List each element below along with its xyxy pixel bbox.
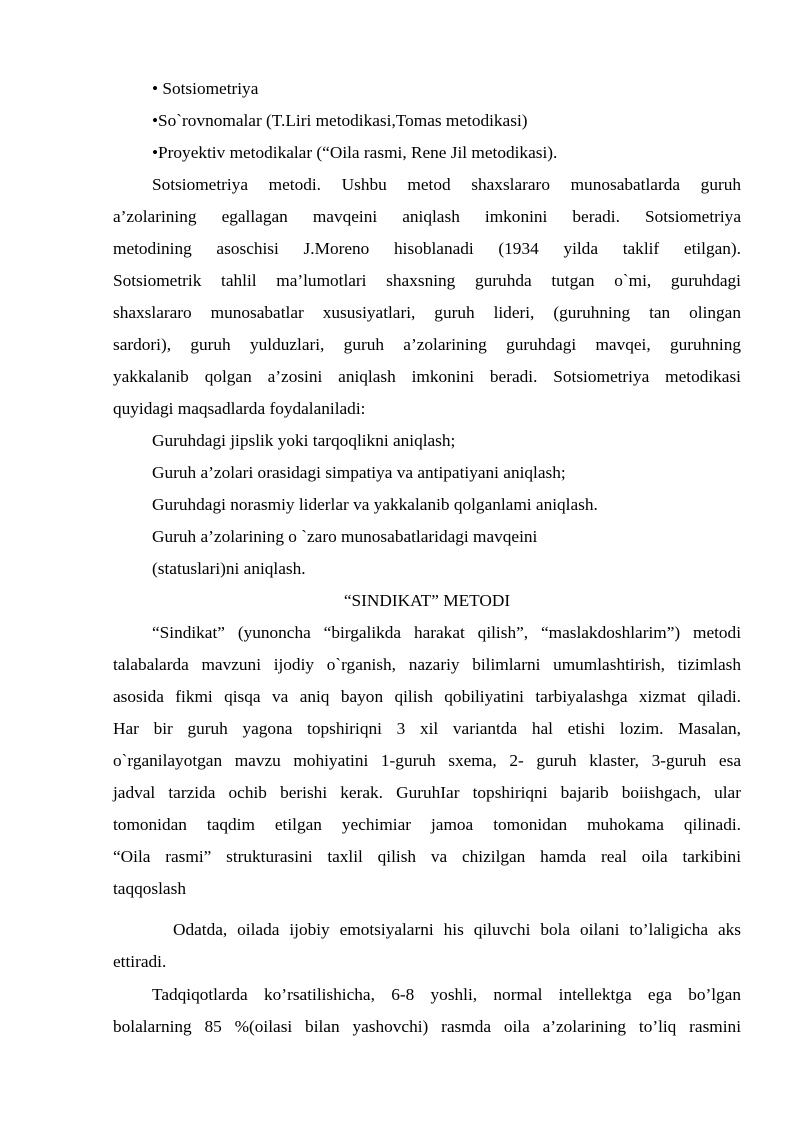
paragraph-line: Sotsiometriya metodi. Ushbu metod shaxslararo munosabatlarda guruh: [152, 175, 741, 194]
goal-item: Guruh a’zolari orasidagi simpatiya va antipatiyani aniqlash;: [152, 463, 566, 482]
section-heading: “SINDIKAT” METODI: [343, 591, 511, 610]
paragraph-line: “Oila rasmi” strukturasini taxlil qilish va chizilgan hamda real oila tarkibini: [113, 847, 741, 866]
paragraph-line: Tadqiqotlarda ko’rsatilishicha, 6-8 yoshli, normal intellektga ega bo’lgan: [152, 985, 741, 1004]
list-item: •Proyektiv metodikalar (“Oila rasmi, Rene Jil metodikasi).: [152, 143, 558, 162]
paragraph-line: a’zolarining egallagan mavqeini aniqlash imkonini beradi. Sotsiometriya: [113, 207, 741, 226]
paragraph-line: jadval tarzida ochib berishi kerak. GuruhIar topshiriqni bajarib boiishgach, ular: [113, 783, 741, 802]
list-item: •So`rovnomalar (T.Liri metodikasi,Tomas metodikasi): [152, 111, 528, 130]
paragraph-line: tomonidan taqdim etilgan yechimiar jamoa tomonidan muhokama qilinadi.: [113, 815, 741, 834]
goal-item: Guruh a’zolarining o `zaro munosabatlaridagi mavqeini: [152, 527, 538, 546]
paragraph-line: Sotsiometrik tahlil ma’lumotlari shaxsning guruhda tutgan o`mi, guruhdagi: [113, 271, 741, 290]
paragraph-line: quyidagi maqsadlarda foydalaniladi:: [113, 399, 366, 418]
list-item: • Sotsiometriya: [152, 79, 259, 98]
goal-item: Guruhdagi norasmiy liderlar va yakkalanib qolganlami aniqlash.: [152, 495, 598, 514]
paragraph-line: Har bir guruh yagona topshiriqni 3 xil variantda hal etishi lozim. Masalan,: [113, 719, 741, 738]
paragraph-line: talabalarda mavzuni ijodiy o`rganish, nazariy bilimlarni umumlashtirish, tizimlash: [113, 655, 741, 674]
goal-item: (statuslari)ni aniqlash.: [152, 559, 306, 578]
paragraph-line: Odatda, oilada ijobiy emotsiyalarni his qiluvchi bola oilani to’laligicha aks: [173, 920, 741, 939]
paragraph-line: ettiradi.: [113, 952, 167, 971]
paragraph-line: o`rganilayotgan mavzu mohiyatini 1-guruh sxema, 2- guruh klaster, 3-guruh esa: [113, 751, 741, 770]
paragraph-line: taqqoslash: [113, 879, 186, 898]
paragraph-line: asosida fikmi qisqa va aniq bayon qilish qobiliyatini tarbiyalashga xizmat qiladi.: [113, 687, 741, 706]
goal-item: Guruhdagi jipslik yoki tarqoqlikni aniqlash;: [152, 431, 456, 450]
paragraph-line: “Sindikat” (yunoncha “birgalikda harakat qilish”, “maslakdoshlarim”) metodi: [152, 623, 741, 642]
paragraph-line: yakkalanib qolgan a’zosini aniqlash imkonini beradi. Sotsiometriya metodikasi: [113, 367, 741, 386]
paragraph-line: metodining asoschisi J.Moreno hisoblanadi (1934 yilda taklif etilgan).: [113, 239, 741, 258]
paragraph-line: shaxslararo munosabatlar xususiyatlari, guruh lideri, (guruhning tan olingan: [113, 303, 741, 322]
paragraph-line: sardori), guruh yulduzlari, guruh a’zolarining guruhdagi mavqei, guruhning: [113, 335, 741, 354]
paragraph-line: bolalarning 85 %(oilasi bilan yashovchi) rasmda oila a’zolarining to’liq rasmini: [113, 1017, 741, 1036]
